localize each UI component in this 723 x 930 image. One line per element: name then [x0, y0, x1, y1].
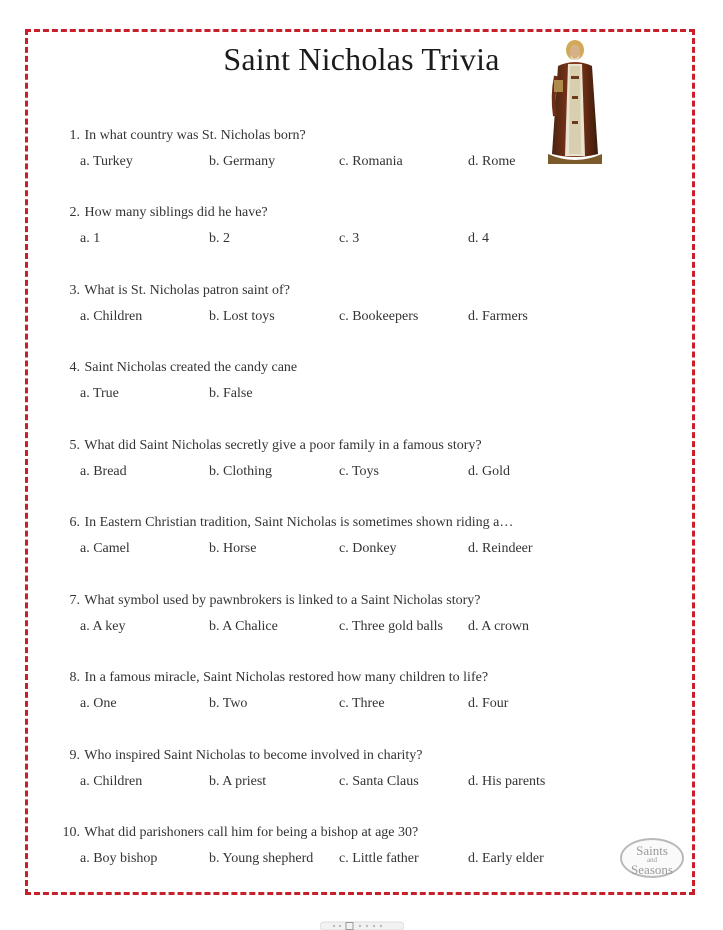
question-text: 9. Who inspired Saint Nicholas to become involved in charity? — [69, 748, 423, 763]
option-d: d. Early elder — [468, 851, 544, 866]
answer-options — [58, 464, 618, 482]
option-b: b. Germany — [209, 154, 276, 169]
saint-nicholas-icon — [546, 36, 604, 164]
option-a: a. One — [80, 696, 117, 711]
question-text: 3. What is St. Nicholas patron saint of? — [69, 283, 290, 298]
option-b: b. Young shepherd — [209, 851, 314, 866]
option-d: d. Rome — [468, 154, 516, 169]
option-b: b. A priest — [209, 774, 267, 789]
page-title: Saint Nicholas Trivia — [223, 41, 500, 77]
option-a: a. Turkey — [80, 154, 133, 169]
option-b: b. Two — [209, 696, 248, 711]
option-d: d. Gold — [468, 464, 510, 479]
option-d: d. Farmers — [468, 309, 528, 324]
answer-options — [58, 619, 618, 637]
option-b: b. False — [209, 386, 253, 401]
option-c: c. Little father — [339, 851, 419, 866]
question-text: 1. In what country was St. Nicholas born? — [69, 128, 306, 143]
option-a: a. Children — [80, 774, 143, 789]
answer-options — [58, 696, 618, 714]
answer-options — [58, 309, 618, 327]
question-text: 7. What symbol used by pawnbrokers is linked to a Saint Nicholas story? — [69, 593, 481, 608]
option-c: c. Toys — [339, 464, 379, 479]
answer-options — [58, 154, 618, 172]
question-text: 6. In Eastern Christian tradition, Saint Nicholas is sometimes shown riding a… — [69, 515, 514, 530]
question-text: 4. Saint Nicholas created the candy cane — [69, 360, 298, 375]
option-a: a. 1 — [80, 231, 101, 246]
question-text: 2. How many siblings did he have? — [69, 205, 268, 220]
answer-options — [58, 386, 618, 404]
question-text: 5. What did Saint Nicholas secretly give a poor family in a famous story? — [69, 438, 482, 453]
option-c: c. 3 — [339, 231, 360, 246]
option-a: a. Children — [80, 309, 143, 324]
question-text: 8. In a famous miracle, Saint Nicholas restored how many children to life? — [69, 670, 489, 685]
option-d: d. A crown — [468, 619, 530, 634]
option-c: c. Bookeepers — [339, 309, 419, 324]
option-a: a. True — [80, 386, 119, 401]
option-a: a. A key — [80, 619, 126, 634]
option-a: a. Camel — [80, 541, 130, 556]
option-d: d. 4 — [468, 231, 489, 246]
option-b: b. Clothing — [209, 464, 273, 479]
option-b: b. Horse — [209, 541, 257, 556]
option-d: d. Four — [468, 696, 509, 711]
option-c: c. Donkey — [339, 541, 397, 556]
option-d: d. His parents — [468, 774, 546, 789]
answer-options — [58, 774, 618, 792]
option-b: b. A Chalice — [209, 619, 278, 634]
answer-options — [58, 851, 618, 869]
option-c: c. Three — [339, 696, 385, 711]
option-b: b. 2 — [209, 231, 230, 246]
answer-options — [58, 231, 618, 249]
option-c: c. Romania — [339, 154, 403, 169]
saints-and-seasons-logo: Saints and Seasons — [620, 838, 684, 878]
question-text: 10. What did parishoners call him for being a bishop at age 30? — [62, 825, 419, 840]
option-a: a. Bread — [80, 464, 127, 479]
option-b: b. Lost toys — [209, 309, 275, 324]
option-a: a. Boy bishop — [80, 851, 158, 866]
option-d: d. Reindeer — [468, 541, 533, 556]
option-c: c. Santa Claus — [339, 774, 419, 789]
page-navigator[interactable] — [320, 921, 404, 930]
option-c: c. Three gold balls — [339, 619, 443, 634]
answer-options — [58, 541, 618, 559]
